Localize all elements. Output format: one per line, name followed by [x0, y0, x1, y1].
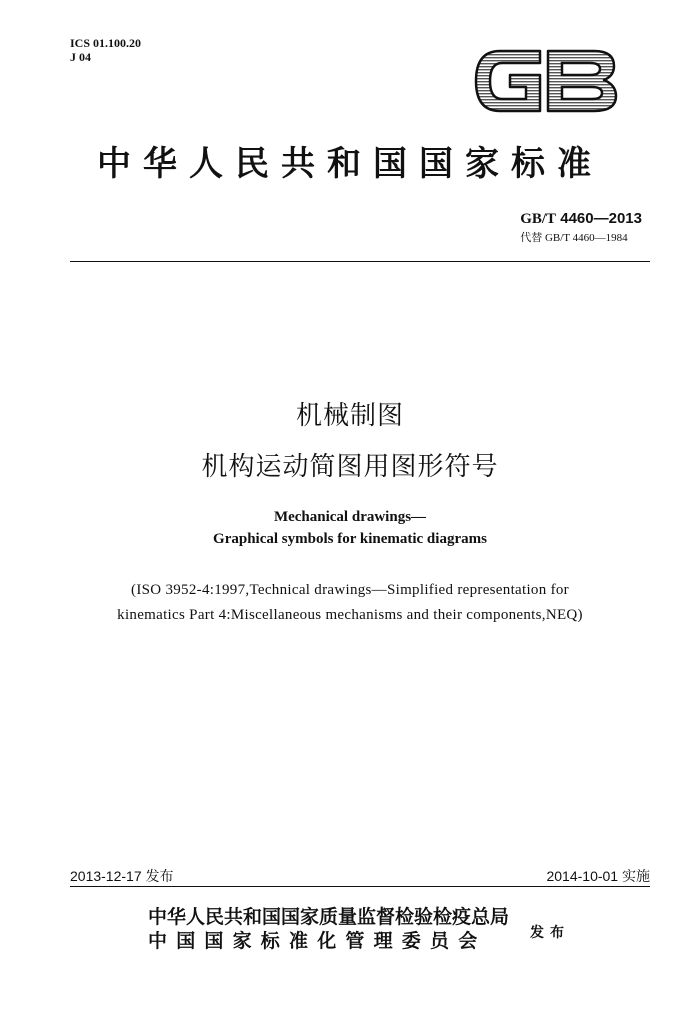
standard-number	[520, 210, 642, 228]
issue-date: 2013-12-17 发布	[70, 868, 174, 884]
header-divider	[70, 261, 650, 262]
gb-logo-icon	[470, 45, 620, 117]
title-cn-line2: 机构运动简图用图形符号	[201, 452, 499, 482]
implementation-date: 2014-10-01 实施	[546, 868, 650, 884]
iso-reference-line2: kinematics Part 4:Miscellaneous mechanisms and their components,NEQ)	[117, 607, 583, 623]
ics-code: ICS 01.100.20	[70, 36, 142, 50]
footer-divider	[70, 886, 650, 887]
issuing-authorities	[148, 905, 509, 953]
national-standard-title: 中华人民共和国国家标准	[97, 144, 603, 184]
standard-code: 4460—2013	[560, 210, 642, 227]
standard-number-block	[520, 210, 642, 245]
title-en-line2: Graphical symbols for kinematic diagrams	[213, 531, 487, 547]
issuer-aqsiq: 中华人民共和国国家质量监督检验检疫总局	[148, 906, 510, 928]
issued-label: 发布	[530, 925, 570, 941]
classification-codes	[70, 36, 141, 64]
iso-reference	[60, 578, 640, 628]
title-cn-line1: 机械制图	[295, 401, 404, 431]
iso-reference-line1: (ISO 3952-4:1997,Technical drawings—Simplified representation for	[131, 582, 569, 598]
issuer-sac: 中国国家标准化管理委员会	[148, 930, 487, 952]
ccs-code: J 04	[70, 50, 91, 64]
title-en-line1: Mechanical drawings—	[273, 509, 427, 525]
replaces-standard: 代替 GB/T 4460—1984	[520, 232, 628, 244]
standard-prefix: GB/T	[520, 211, 557, 227]
